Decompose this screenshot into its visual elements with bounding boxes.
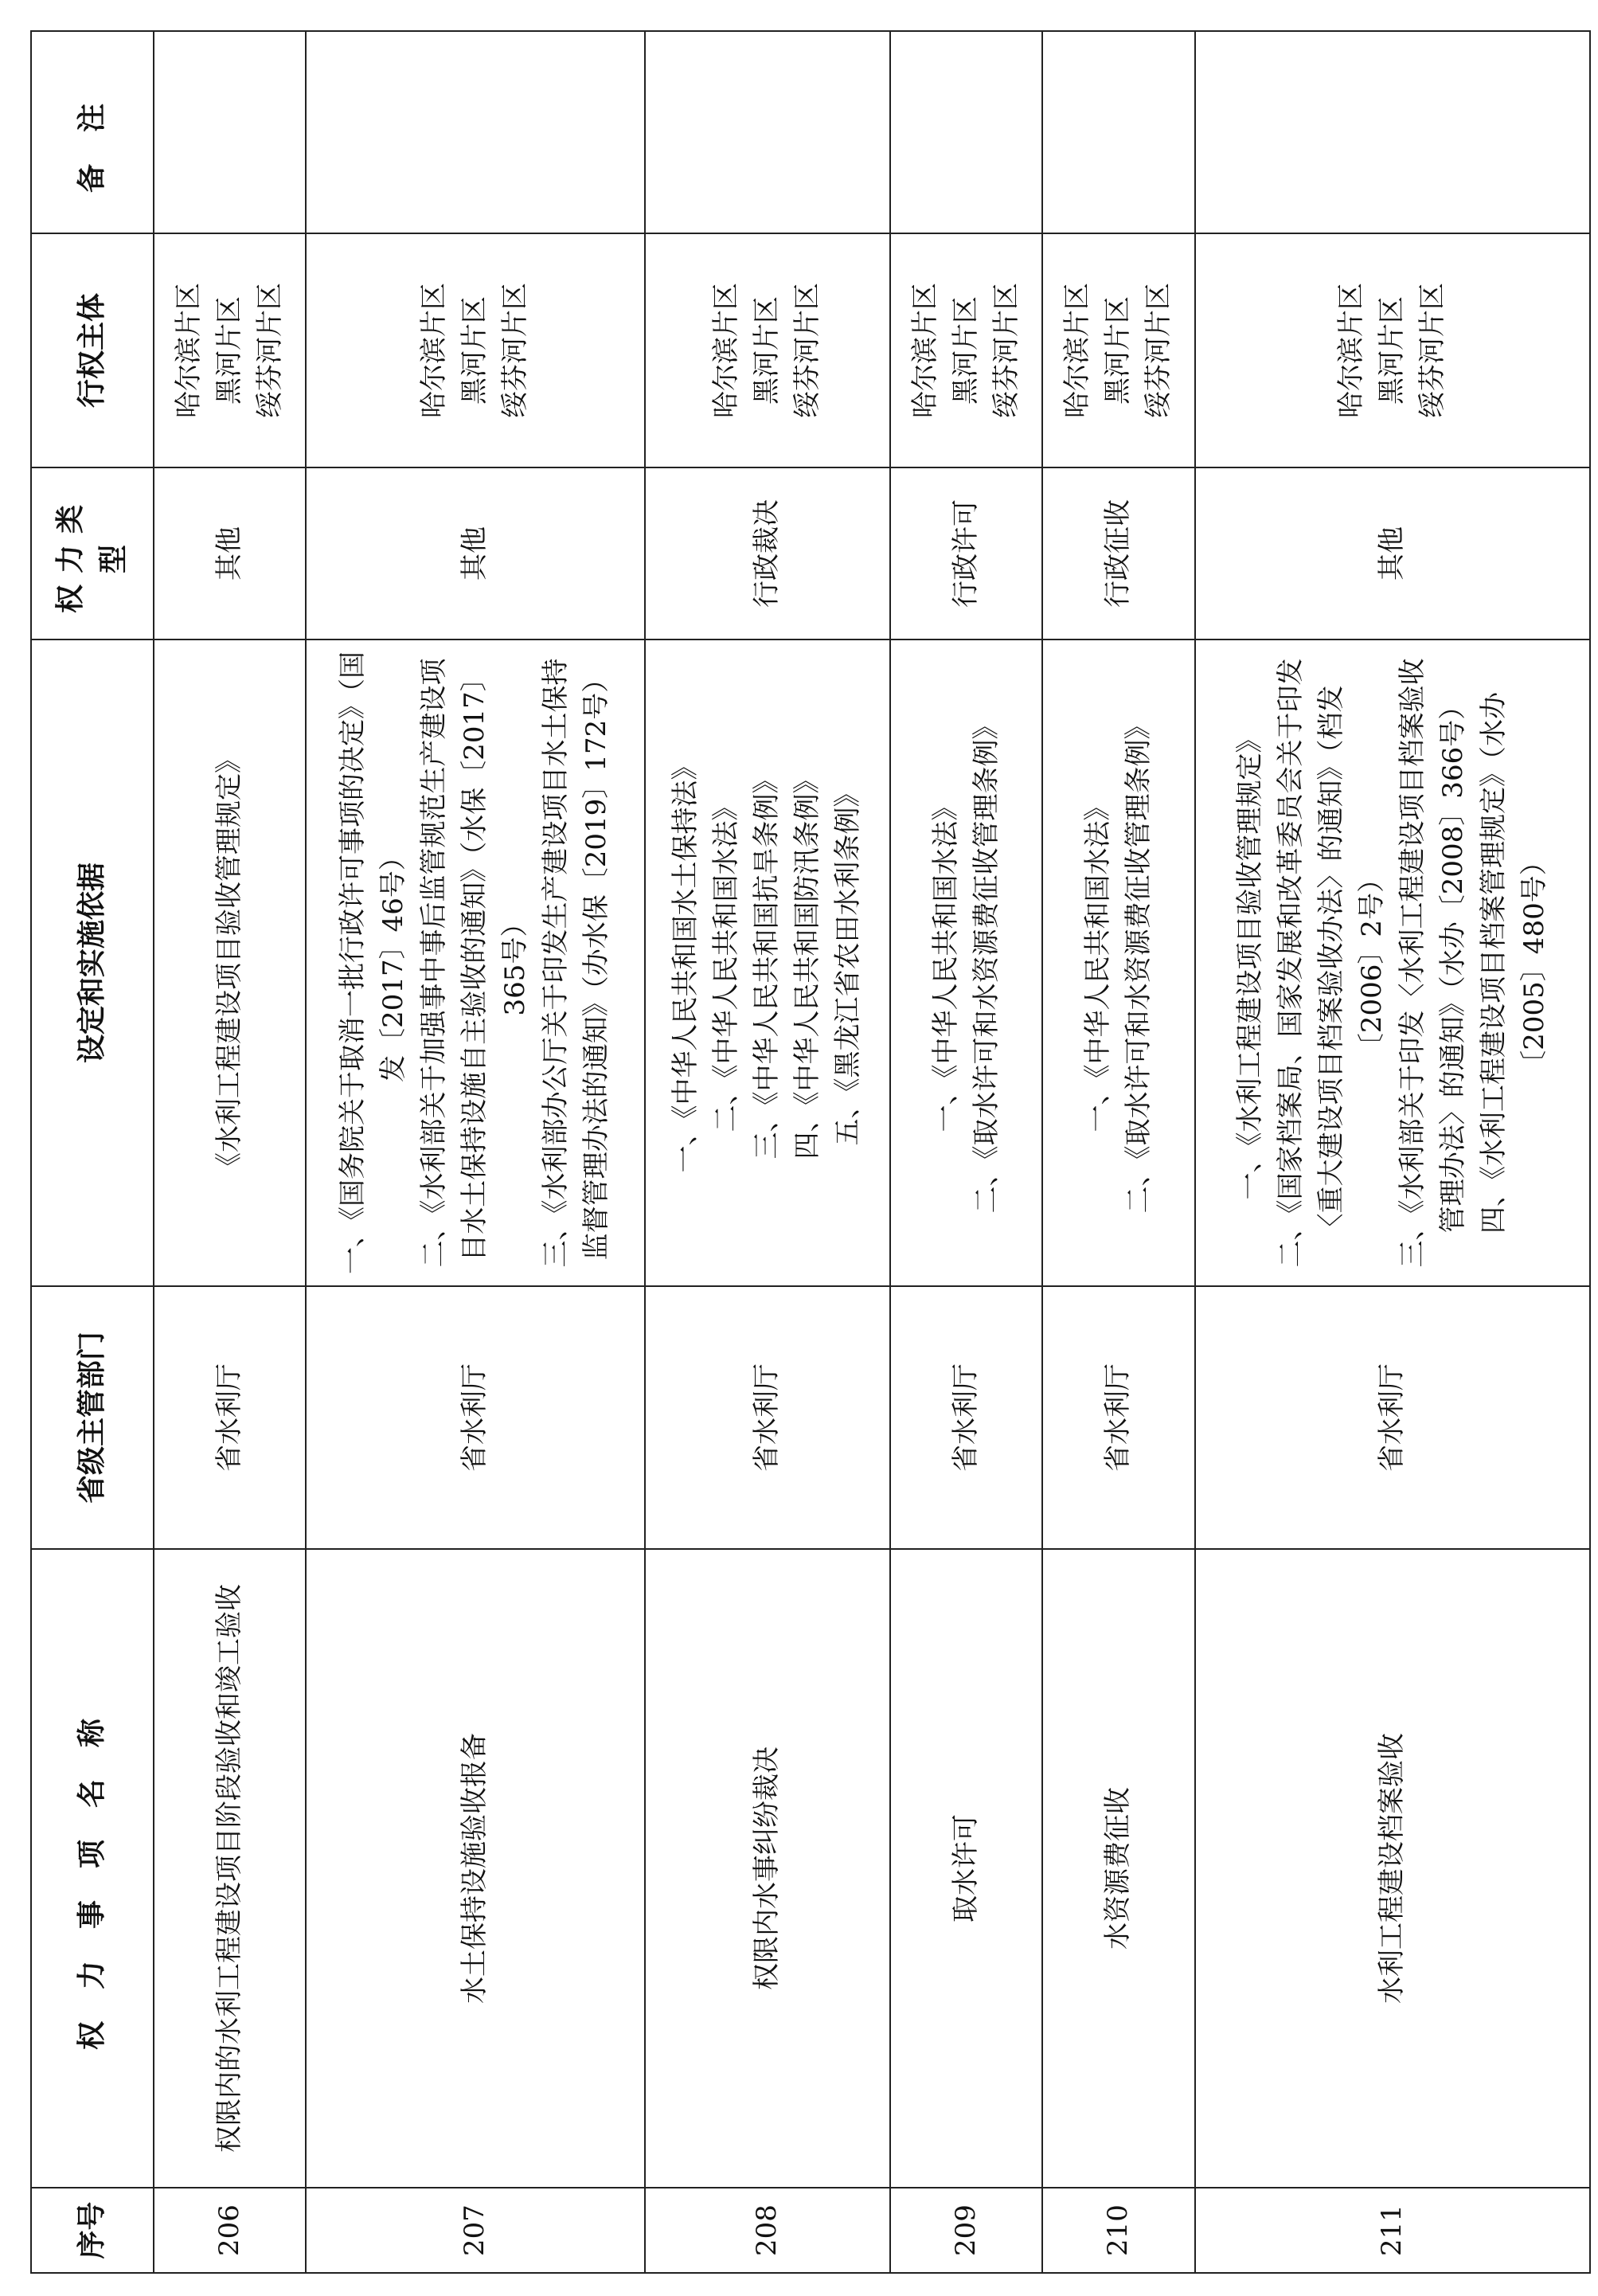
body-item: 绥芬河片区 (990, 283, 1023, 418)
row-type: 行政征收 (1042, 467, 1194, 640)
row-seq: 210 (1042, 2188, 1194, 2273)
row-seq: 207 (306, 2188, 644, 2273)
row-body (154, 233, 306, 467)
row-name: 权限内的水利工程建设项目阶段验收和竣工验收 (154, 1549, 306, 2188)
body-item: 绥芬河片区 (499, 283, 532, 418)
body-item: 哈尔滨片区 (1335, 283, 1368, 418)
header-note: 备注 (31, 31, 154, 233)
row-type: 行政许可 (890, 467, 1042, 640)
body-item: 哈尔滨片区 (710, 283, 743, 418)
row-basis (154, 640, 306, 1286)
table-row (890, 31, 1042, 2273)
basis-item: 三、《水利部关于印发〈水利工程建设项目档案验收管理办法〉的通知》（水办〔2008〕366号） (1396, 658, 1469, 1268)
body-item: 黑河片区 (213, 296, 246, 405)
header-seq: 序号 (31, 2188, 154, 2273)
row-dept: 省水利厅 (890, 1286, 1042, 1549)
row-seq: 206 (154, 2188, 306, 2273)
row-dept: 省水利厅 (1195, 1286, 1590, 1549)
row-name: 水资源费征收 (1042, 1549, 1194, 2188)
body-item: 绥芬河片区 (1143, 283, 1175, 418)
table-row (306, 31, 644, 2273)
row-body (645, 233, 890, 467)
header-body: 行权主体 (31, 233, 154, 467)
row-body (890, 233, 1042, 467)
row-basis (1042, 640, 1194, 1286)
row-note (890, 31, 1042, 233)
header-basis: 设定和实施依据 (31, 640, 154, 1286)
row-basis (645, 640, 890, 1286)
body-item: 黑河片区 (459, 296, 491, 405)
row-seq: 209 (890, 2188, 1042, 2273)
basis-item: 三、《水利部办公厅关于印发生产建设项目水土保持监督管理办法的通知》（办水保〔2019〕172号） (540, 658, 613, 1268)
basis-item: 二、《取水许可和水资源费征收管理条例》 (970, 712, 1002, 1214)
basis-item: 一、《中华人民共和国水法》 (1081, 793, 1114, 1132)
header-name: 权力事项名称 (31, 1549, 154, 2188)
row-note (1195, 31, 1590, 233)
row-dept: 省水利厅 (1042, 1286, 1194, 1549)
body-item: 哈尔滨片区 (1061, 283, 1094, 418)
row-name: 权限内水事纠纷裁决 (645, 1549, 890, 2188)
basis-item: 三、《中华人民共和国抗旱条例》 (751, 766, 783, 1160)
header-type: 权力类型 (31, 467, 154, 640)
row-name: 水利工程建设档案验收 (1195, 1549, 1590, 2188)
basis-item: 四、《中华人民共和国防汛条例》 (791, 766, 824, 1160)
row-type: 其他 (306, 467, 644, 640)
row-seq: 211 (1195, 2188, 1590, 2273)
row-seq: 208 (645, 2188, 890, 2273)
row-body (306, 233, 644, 467)
row-body (1042, 233, 1194, 467)
row-name: 取水许可 (890, 1549, 1042, 2188)
body-item: 绥芬河片区 (1416, 283, 1449, 418)
row-note (154, 31, 306, 233)
body-item: 黑河片区 (1376, 296, 1409, 405)
body-item: 黑河片区 (751, 296, 783, 405)
row-dept: 省水利厅 (154, 1286, 306, 1549)
header-dept: 省级主管部门 (31, 1286, 154, 1549)
basis-item: 一、《中华人民共和国水法》 (929, 793, 962, 1132)
basis-item: 二、《水利部关于加强事中事后监管规范生产建设项目水土保持设施自主验收的通知》（水保〔2017〕365号） (418, 658, 532, 1268)
basis-item: 一、《中华人民共和国水土保持法》 (670, 753, 702, 1173)
basis-item: 《水利工程建设项目验收管理规定》 (213, 746, 246, 1179)
row-body (1195, 233, 1590, 467)
body-item: 绥芬河片区 (791, 283, 824, 418)
row-dept: 省水利厅 (306, 1286, 644, 1549)
body-item: 哈尔滨片区 (418, 283, 451, 418)
table-row (154, 31, 306, 2273)
table-row (1042, 31, 1194, 2273)
basis-item: 一、《水利工程建设项目验收管理规定》 (1233, 726, 1266, 1200)
row-note (1042, 31, 1194, 233)
body-item: 黑河片区 (1102, 296, 1135, 405)
basis-item: 四、《水利工程建设项目档案管理规定》（水办〔2005〕480号） (1477, 692, 1550, 1234)
body-item: 绥芬河片区 (254, 283, 287, 418)
row-note (645, 31, 890, 233)
table-row (645, 31, 890, 2273)
row-type: 其他 (1195, 467, 1590, 640)
body-item: 黑河片区 (950, 296, 983, 405)
basis-item: 二、《国家档案局、国家发展和改革委员会关于印发〈重大建设项目档案验收办法〉的通知》（档发〔2006〕2号） (1274, 658, 1388, 1268)
basis-item: 二、《中华人民共和国水法》 (710, 793, 743, 1132)
body-item: 哈尔滨片区 (909, 283, 942, 418)
power-list-table (30, 30, 1591, 2274)
row-basis (890, 640, 1042, 1286)
row-type: 行政裁决 (645, 467, 890, 640)
row-note (306, 31, 644, 233)
row-dept: 省水利厅 (645, 1286, 890, 1549)
row-type: 其他 (154, 467, 306, 640)
header-row (31, 31, 154, 2273)
row-name: 水土保持设施验收报备 (306, 1549, 644, 2188)
basis-item: 一、《国务院关于取消一批行政许可事项的决定》（国发〔2017〕46号） (337, 651, 410, 1274)
table-row (1195, 31, 1590, 2273)
row-basis (306, 640, 644, 1286)
row-basis (1195, 640, 1590, 1286)
basis-item: 五、《黑龙江省农田水利条例》 (832, 780, 865, 1146)
body-item: 哈尔滨片区 (173, 283, 205, 418)
basis-item: 二、《取水许可和水资源费征收管理条例》 (1122, 712, 1155, 1214)
